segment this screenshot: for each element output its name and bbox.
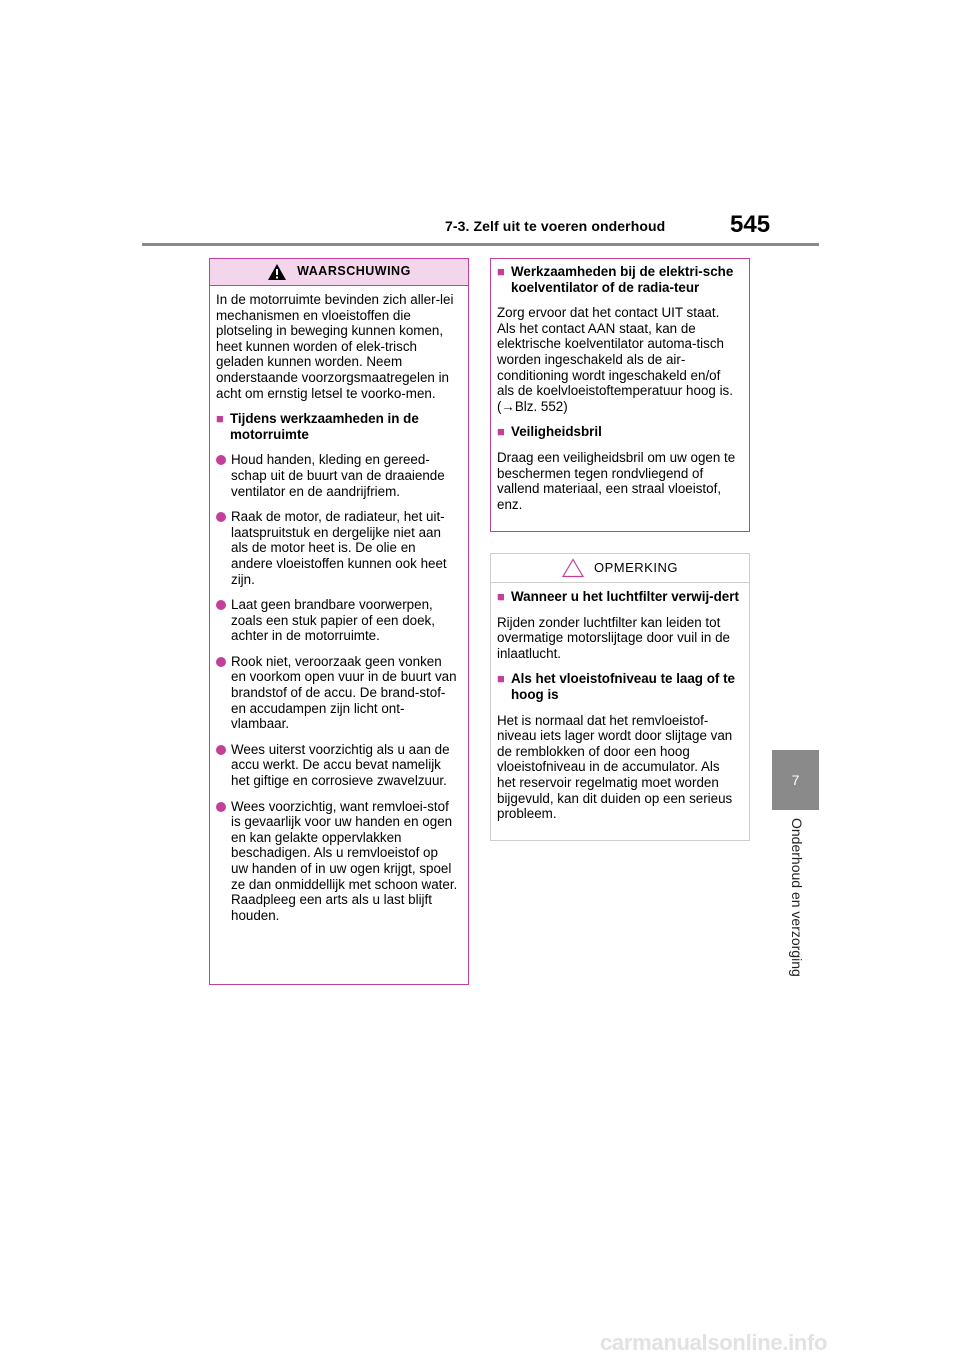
round-bullet-icon xyxy=(216,657,226,667)
fluid-level-paragraph: Het is normaal dat het remvloeistof-niveau iets lager wordt door slijtage van de remblokken of door een hoog vloeistofniveau in de accumulator. Als het reservoir regelmatig moet worden bijgevuld, kan dit duiden op een serieus probleem. xyxy=(497,712,733,822)
warning-box-header xyxy=(210,259,468,286)
warning-continuation-box xyxy=(490,258,750,532)
air-filter-paragraph: Rijden zonder luchtfilter kan leiden tot overmatige motorslijtage door vuil in de inlaatlucht. xyxy=(497,614,730,661)
warning-box xyxy=(209,258,469,985)
round-bullet-icon xyxy=(216,600,226,610)
square-bullet-icon: ■ xyxy=(497,671,505,687)
safety-glasses-heading-text: Veiligheidsbril xyxy=(511,424,602,440)
square-bullet-icon: ■ xyxy=(497,589,505,604)
header-divider xyxy=(142,243,819,246)
list-item xyxy=(216,654,458,732)
warning-heading-text: Tijdens werkzaamheden in de motorruimte xyxy=(230,411,419,442)
notice-label: OPMERKING xyxy=(594,560,678,576)
warning-heading xyxy=(216,411,458,442)
chapter-number: 7 xyxy=(791,772,800,788)
square-bullet-icon: ■ xyxy=(497,264,505,279)
list-item xyxy=(216,509,458,587)
round-bullet-icon xyxy=(216,455,226,465)
round-bullet-icon xyxy=(216,802,226,812)
warning-box-body xyxy=(210,286,468,941)
list-item xyxy=(216,742,458,789)
list-item-text: Raak de motor, de radiateur, het uit-laatspruitstuk en dergelijke niet aan als de motor heet is. De olie en andere vloeistoffen kunnen ook heet zijn. xyxy=(231,509,447,587)
cooling-fan-heading-text: Werkzaamheden bij de elektri-sche koelventilator of de radia-teur xyxy=(511,264,734,295)
safety-glasses-paragraph: Draag een veiligheidsbril om uw ogen te beschermen tegen rondvliegend of vallend materiaal, een straal vloeistof, enz. xyxy=(497,449,736,512)
notice-box-header xyxy=(491,554,749,583)
cooling-fan-heading xyxy=(497,264,739,295)
page-number: 545 xyxy=(730,211,771,238)
safety-glasses-heading xyxy=(497,424,739,440)
list-item xyxy=(216,799,458,924)
round-bullet-icon xyxy=(216,512,226,522)
air-filter-heading xyxy=(497,589,739,605)
warning-triangle-icon xyxy=(267,263,287,281)
list-item-text: Rook niet, veroorzaak geen vonken en voorkom open vuur in de buurt van brandstof of de accu. De brand-stof- en accudampen zijn licht ont-vlambaar. xyxy=(231,653,457,732)
warning-continuation-body xyxy=(491,259,749,530)
list-item-text: Wees uiterst voorzichtig als u aan de accu werkt. De accu bevat namelijk het giftige en corrosieve zwavelzuur. xyxy=(231,741,450,789)
square-bullet-icon: ■ xyxy=(216,411,224,427)
list-item-text: Laat geen brandbare voorwerpen, zoals een stuk papier of een doek, achter in de motorruimte. xyxy=(231,597,435,644)
chapter-tab xyxy=(772,750,819,810)
warning-intro: In de motorruimte bevinden zich aller-lei mechanismen en vloeistoffen die plotseling in beweging kunnen komen, heet kunnen worden of elek-trisch geladen kunnen worden. Neem onderstaande voorzorgsmaatregelen in acht om ernstig letsel te voorko-men. xyxy=(216,292,454,401)
list-item xyxy=(216,597,458,644)
notice-box xyxy=(490,553,750,841)
list-item xyxy=(216,452,458,499)
round-bullet-icon xyxy=(216,745,226,755)
chapter-name: Onderhoud en verzorging xyxy=(789,818,805,977)
caution-triangle-icon xyxy=(562,558,584,578)
watermark-logo: carmanualsonline.info xyxy=(600,1330,828,1355)
warning-label: WAARSCHUWING xyxy=(297,264,411,279)
list-item-text: Houd handen, kleding en gereed-schap uit de buurt van de draaiende ventilator en de aandrijfriem. xyxy=(231,452,445,499)
cooling-fan-paragraph: Zorg ervoor dat het contact UIT staat. Als het contact AAN staat, kan de elektrische koelventilator automa-tisch worden ingeschakeld als de air-conditioning wordt ingeschakeld en/of als de koelvloeistoftemperatuur hoog is. (→Blz. 552) xyxy=(497,305,733,414)
list-item-text: Wees voorzichtig, want remvloei-stof is gevaarlijk voor uw handen en ogen en kan gelakte oppervlakken beschadigen. Als u remvloeistof op uw handen of in uw ogen krijgt, spoel ze dan onmiddellijk met schoon water. Raadpleeg een arts als u last blijft houden. xyxy=(231,798,458,923)
fluid-level-heading xyxy=(497,671,739,702)
notice-box-body xyxy=(491,583,749,840)
air-filter-heading-text: Wanneer u het luchtfilter verwij-dert xyxy=(511,589,739,604)
fluid-level-heading-text: Als het vloeistofniveau te laag of te hoog is xyxy=(511,671,735,702)
square-bullet-icon: ■ xyxy=(497,424,505,440)
section-title: 7-3. Zelf uit te voeren onderhoud xyxy=(445,218,666,234)
